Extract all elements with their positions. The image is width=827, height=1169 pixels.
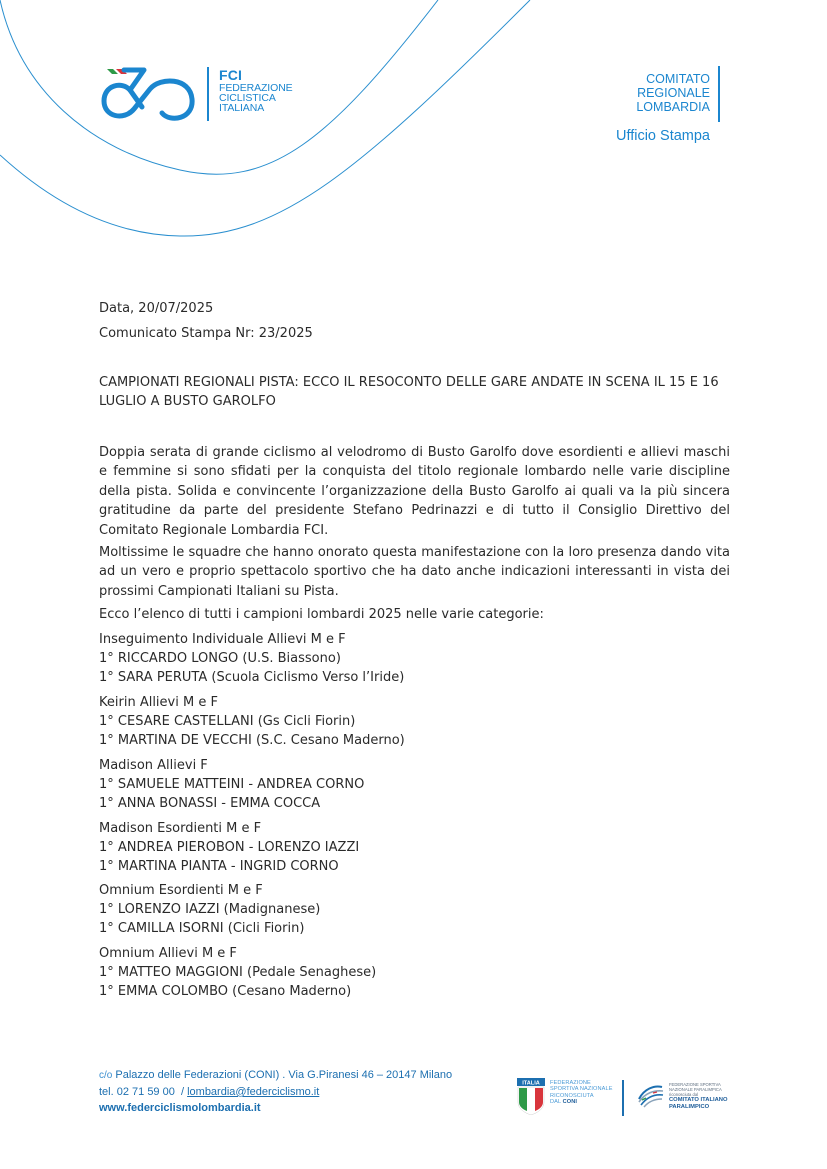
coni-italia-shield-icon: [517, 1078, 545, 1115]
cip-small-line: FEDERAZIONE SPORTIVA: [669, 1082, 721, 1087]
document-date-block: [99, 299, 730, 318]
footer-contacts: [99, 1067, 452, 1116]
logo-line-3: ITALIANA: [219, 102, 265, 114]
cip-paralympic-globe-icon: [636, 1081, 664, 1109]
cip-small-text: [669, 1083, 722, 1097]
committee-name: [636, 72, 710, 114]
cip-small-line: NAZIONALE PARALIMPICA: [669, 1086, 722, 1092]
coni-text-line: RICONOSCIUTA: [550, 1092, 594, 1099]
cip-name-line: COMITATO ITALIANO: [669, 1097, 728, 1103]
body-paragraph: Doppia serata di grande ciclismo al velodromo di Busto Garolfo dove esordienti e allievi maschi e femmine si sono sfidati per la conquista del titolo regionale lombardo nelle varie discipline della pista. Solida e convincente l’organizzazione della Busto Garolfo ai quali va la più sincera gratitudine da parte del presidente Stefano Pedrinazzi e di tutto il Consiglio Direttivo del Comitato Regionale Lombardia FCI.: [99, 445, 730, 538]
cip-name: [669, 1097, 728, 1110]
phone: tel. 02 71 59 00: [99, 1086, 175, 1098]
committee-line-1: COMITATO: [646, 72, 710, 86]
category-name: Omnium Esordienti M e F: [99, 883, 263, 898]
category-winner: 1° SARA PERUTA (Scuola Ciclismo Verso l’Iride): [99, 670, 405, 686]
coni-text-line: FEDERAZIONE: [550, 1080, 591, 1086]
document-number-block: [99, 324, 730, 343]
logo-divider: [207, 67, 209, 121]
partner-logos: [517, 1078, 737, 1118]
body-paragraph-1-block: [99, 443, 730, 540]
partner-divider: [622, 1080, 624, 1116]
body-paragraph-2-block: [99, 543, 730, 601]
coni-recognition-text: [550, 1080, 613, 1106]
coni-text-line: [550, 1099, 613, 1105]
category-winner: 1° ANNA BONASSI - EMMA COCCA: [99, 796, 321, 812]
committee-line-2: REGIONALE: [637, 86, 710, 100]
coni-badge-text: ITALIA: [522, 1080, 540, 1087]
category-winner: 1° LORENZO IAZZI (Madignanese): [99, 902, 321, 918]
category-block: [99, 630, 404, 688]
coni-text-line: SPORTIVA NAZIONALE: [550, 1086, 613, 1093]
fci-bicycle-logo-icon: [100, 63, 200, 125]
coni-bold: CONI: [562, 1099, 578, 1106]
body-paragraph: Ecco l’elenco di tutti i campioni lombardi 2025 nelle varie categorie:: [99, 607, 544, 622]
press-office-label: Ufficio Stampa: [615, 128, 710, 144]
category-winner: 1° SAMUELE MATTEINI - ANDREA CORNO: [99, 777, 365, 793]
document-date: Data, 20/07/2025: [99, 301, 214, 316]
category-winner: 1° CAMILLA ISORNI (Cicli Fiorin): [99, 921, 305, 937]
logo-line-2: CICLISTICA: [219, 92, 276, 104]
category-winner: 1° MATTEO MAGGIONI (Pedale Senaghese): [99, 965, 377, 981]
category-block: [99, 693, 405, 751]
website-link[interactable]: www.federciclismolombardia.it: [99, 1102, 261, 1114]
email-link[interactable]: lombardia@federciclismo.it: [187, 1086, 320, 1098]
category-block: [99, 819, 359, 877]
coni-dal: DAL: [550, 1099, 561, 1106]
body-paragraph: Moltissime le squadre che hanno onorato questa manifestazione con la loro presenza dando vita ad un vero e proprio spettacolo sportivo che ha dato anche indicazioni interessanti in vista dei prossimi Campionati Italiani su Pista.: [99, 545, 730, 599]
footer-contact-line: [99, 1084, 452, 1100]
logo-line-1: FEDERAZIONE: [219, 82, 293, 94]
document-title-block: [99, 373, 730, 412]
category-block: [99, 881, 320, 939]
category-block: [99, 944, 376, 1002]
category-name: Madison Allievi F: [99, 758, 208, 773]
category-name: Omnium Allievi M e F: [99, 946, 237, 961]
category-name: Inseguimento Individuale Allievi M e F: [99, 632, 346, 647]
committee-divider: [718, 66, 720, 122]
category-winner: 1° CESARE CASTELLANI (Gs Cicli Fiorin): [99, 714, 356, 730]
fci-wordmark: [219, 68, 293, 113]
category-winner: 1° MARTINA DE VECCHI (S.C. Cesano Maderno): [99, 733, 405, 749]
decorative-curves: [0, 0, 827, 300]
logo-acronym: FCI: [219, 67, 243, 83]
separator: /: [180, 1086, 185, 1098]
category-name: Keirin Allievi M e F: [99, 695, 218, 710]
category-name: Madison Esordienti M e F: [99, 821, 262, 836]
cip-small-line: riconosciuta dal: [669, 1091, 699, 1097]
footer-address-line: [99, 1067, 452, 1084]
release-title: CAMPIONATI REGIONALI PISTA: ECCO IL RESOCONTO DELLE GARE ANDATE IN SCENA IL 15 E 16 LUGLIO A BUSTO GAROLFO: [99, 375, 719, 410]
body-paragraph-3-block: [99, 605, 730, 624]
cip-name-line: PARALIMPICO: [669, 1103, 710, 1110]
category-winner: 1° RICCARDO LONGO (U.S. Biassono): [99, 651, 341, 667]
category-block: [99, 756, 364, 814]
category-winner: 1° ANDREA PIEROBON - LORENZO IAZZI: [99, 840, 360, 856]
committee-line-3: LOMBARDIA: [636, 100, 710, 114]
release-number: Comunicato Stampa Nr: 23/2025: [99, 326, 313, 341]
category-winner: 1° EMMA COLOMBO (Cesano Maderno): [99, 984, 352, 1000]
address: Palazzo delle Federazioni (CONI) . Via G.Piranesi 46 – 20147 Milano: [115, 1069, 453, 1081]
category-winner: 1° MARTINA PIANTA - INGRID CORNO: [99, 859, 339, 875]
address-prefix: c/o: [99, 1070, 113, 1081]
